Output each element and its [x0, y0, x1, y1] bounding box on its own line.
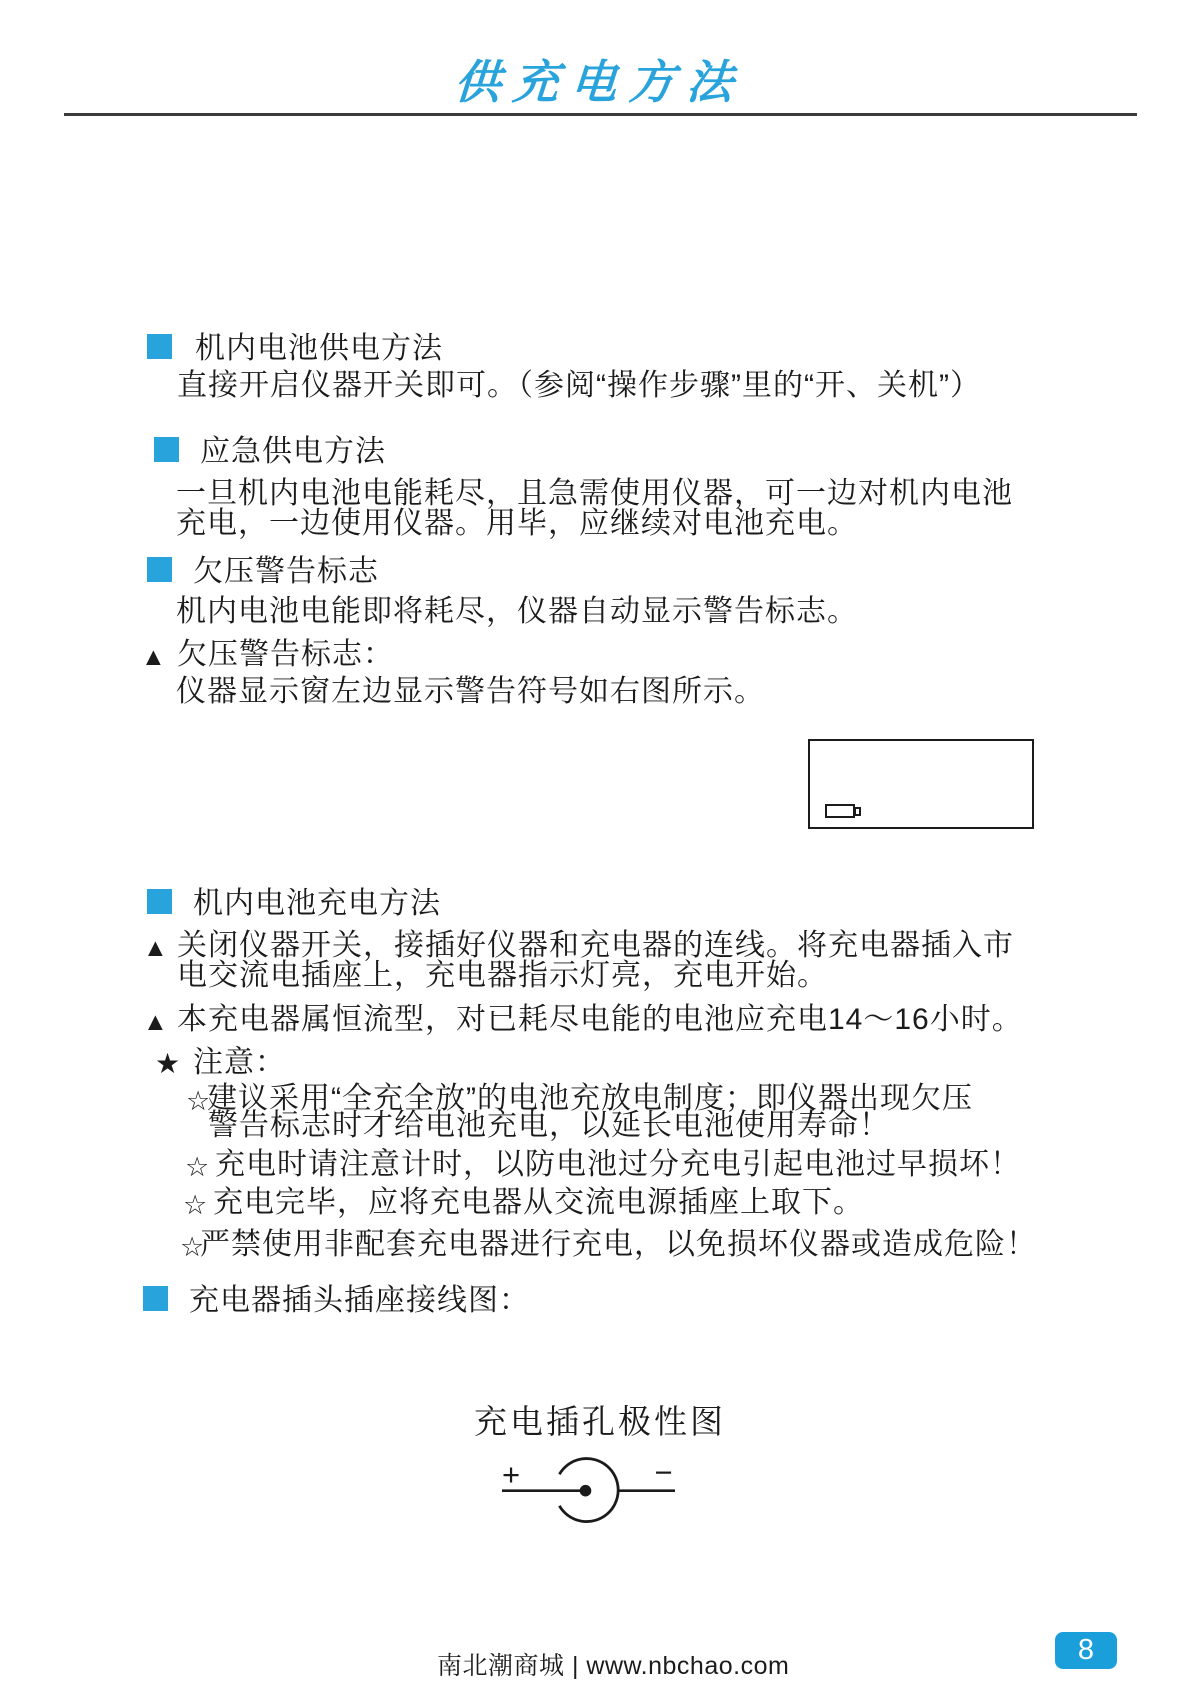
section-heading-charging: 机内电池充电方法 — [193, 887, 441, 920]
warning-sub-heading: 欠压警告标志： — [177, 638, 394, 671]
blue-square-bullet-icon — [154, 437, 179, 462]
center-pin-dot — [580, 1485, 592, 1497]
battery-power-body: 直接开启仪器开关即可。（参阅“操作步骤”里的“开、关机”） — [177, 369, 981, 402]
low-battery-terminal-icon — [854, 807, 861, 816]
triangle-marker-icon: ▲ — [141, 643, 166, 671]
notice-1-line1: 建议采用“全充全放”的电池充放电制度；即仪器出现欠压 — [207, 1082, 973, 1115]
star-marker-icon: ★ — [155, 1048, 181, 1079]
section-heading-warning: 欠压警告标志 — [193, 555, 379, 588]
notice-4: 严禁使用非配套充电器进行充电，以免损坏仪器或造成危险！ — [200, 1228, 1037, 1261]
notice-3: 充电完毕，应将充电器从交流电源插座上取下。 — [213, 1186, 864, 1219]
display-window-figure — [808, 739, 1034, 829]
minus-label: − — [654, 1455, 673, 1490]
open-star-marker-icon: ☆ — [180, 1232, 205, 1262]
page-number-badge: 8 — [1055, 1632, 1117, 1669]
charging-item1-line1: 关闭仪器开关，接插好仪器和充电器的连线。将充电器插入市 — [177, 929, 1014, 962]
page-title: 供充电方法 — [452, 55, 747, 109]
section-heading-emergency: 应急供电方法 — [200, 435, 386, 468]
low-battery-icon — [825, 804, 855, 818]
open-star-marker-icon: ☆ — [186, 1086, 211, 1116]
section-heading-battery-power: 机内电池供电方法 — [195, 332, 443, 365]
charging-item2: 本充电器属恒流型，对已耗尽电能的电池应充电14～16小时。 — [177, 1003, 1023, 1036]
notice-1-line2: 警告标志时才给电池充电，以延长电池使用寿命！ — [208, 1109, 890, 1142]
blue-square-bullet-icon — [147, 889, 172, 914]
section-heading-wiring: 充电器插头插座接线图： — [189, 1284, 530, 1317]
warning-sub-body: 仪器显示窗左边显示警告符号如右图所示。 — [176, 675, 765, 708]
warning-body: 机内电池电能即将耗尽，仪器自动显示警告标志。 — [176, 595, 858, 628]
notice-2: 充电时请注意计时，以防电池过分充电引起电池过早损坏！ — [215, 1148, 1021, 1181]
open-star-marker-icon: ☆ — [183, 1190, 208, 1220]
polarity-diagram-title: 充电插孔极性图 — [474, 1403, 726, 1440]
emergency-body-line2: 充电，一边使用仪器。用毕，应继续对电池充电。 — [176, 507, 858, 540]
blue-square-bullet-icon — [147, 334, 172, 359]
charging-item1-line2: 电交流电插座上，充电器指示灯亮，充电开始。 — [177, 959, 828, 992]
open-star-marker-icon: ☆ — [185, 1152, 210, 1182]
plus-label: + — [501, 1457, 521, 1492]
emergency-body-line1: 一旦机内电池电能耗尽，且急需使用仪器，可一边对机内电池 — [176, 477, 1013, 510]
notice-label: 注意： — [193, 1046, 286, 1079]
blue-square-bullet-icon — [143, 1286, 168, 1311]
title-divider — [64, 113, 1137, 116]
triangle-marker-icon: ▲ — [143, 1008, 168, 1036]
charging-jack-polarity-diagram — [455, 1438, 745, 1548]
triangle-marker-icon: ▲ — [143, 934, 168, 962]
footer-watermark: 南北潮商城 | www.nbchao.com — [437, 1652, 790, 1680]
blue-square-bullet-icon — [147, 557, 172, 582]
